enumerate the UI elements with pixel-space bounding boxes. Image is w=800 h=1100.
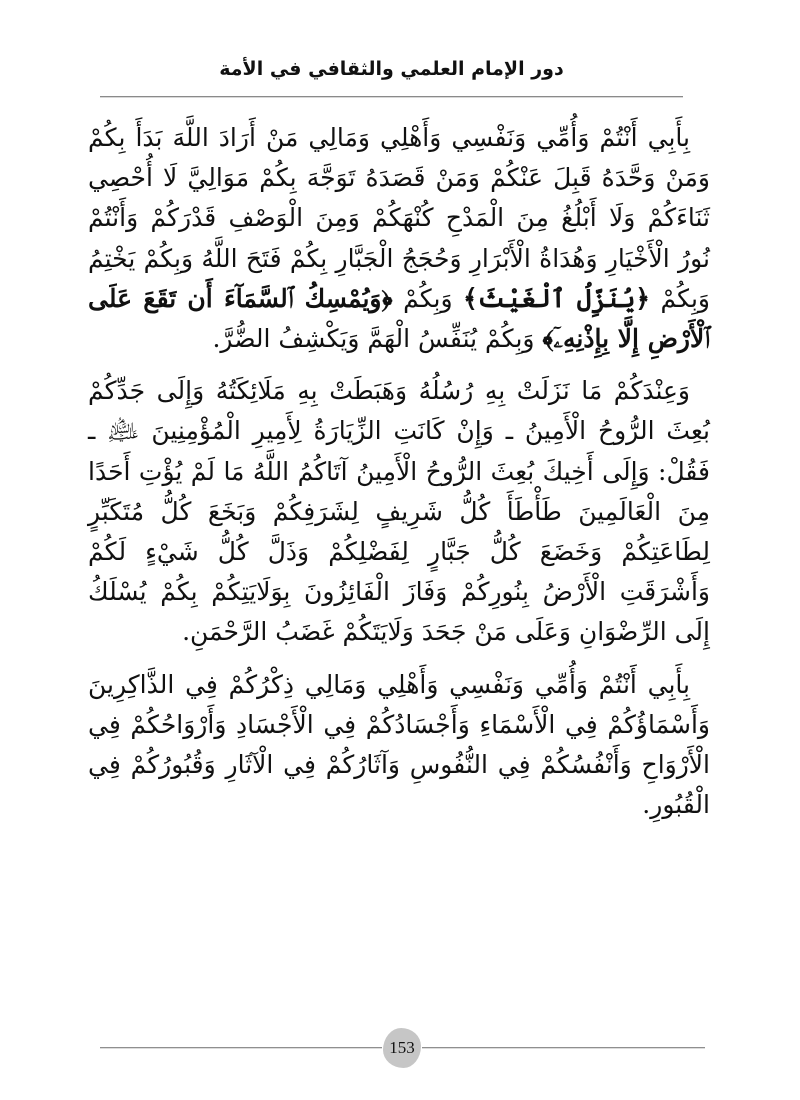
paragraph-3 (88, 665, 710, 826)
quran-quote: ﴿وَيُمْسِكُ ٱلسَّمَآءَ أَن تَقَعَ عَلَى ٱلْأَرْضِ إِلَّا بِإِذْنِهِۦٓ﴾ (88, 283, 710, 354)
text-segment: بِأَبِي أَنْتُمْ وَأُمِّي وَنَفْسِي وَأَهْلِي وَمَالِي مَنْ أَرَادَ اللَّهَ بَدَأَ بِكُمْ وَمَنْ وَحَّدَهُ قَبِلَ عَنْكُمْ وَمَنْ قَصَدَهُ تَوَجَّهَ بِكُمْ مَوَالِيَّ لَا أُحْصِي ثَنَاءَكُمْ وَلَا أَبْلُغُ مِنَ الْمَدْحِ كُنْهَكُمْ وَمِنَ الْوَصْفِ قَدْرَكُمْ وَأَنْتُمْ نُورُ الْأَخْيَارِ وَهُدَاةُ الْأَبْرَارِ وَحُجَجُ الْجَبَّارِ بِكُمْ فَتَحَ اللَّهُ وَبِكُمْ يَخْتِمُ وَبِكُمْ (88, 123, 710, 313)
page-number: 153 (389, 1038, 415, 1057)
page-number-badge (383, 1028, 421, 1068)
footer-divider-left (100, 1047, 382, 1049)
paragraph-1 (88, 118, 710, 359)
text-segment: وَبِكُمْ يُنَفِّسُ الْهَمَّ وَيَكْشِفُ الضُّرَّ. (212, 324, 543, 354)
text-segment: بِأَبِي أَنْتُمْ وَأُمِّي وَنَفْسِي وَأَهْلِي وَمَالِي ذِكْرُكُمْ فِي الذَّاكِرِينَ وَأَسْمَاؤُكُمْ فِي الْأَسْمَاءِ وَأَجْسَادُكُمْ فِي الْأَجْسَادِ وَأَرْوَاحُكُمْ فِي الْأَرْوَاحِ وَأَنْفُسُكُمْ فِي النُّفُوسِ وَآثَارُكُمْ فِي الْآثَارِ وَقُبُورُكُمْ فِي الْقُبُورِ. (88, 669, 710, 820)
body-text (88, 118, 710, 837)
paragraph-2 (88, 371, 710, 652)
quran-quote: ﴿يُنَزِّلُ ٱلْغَيْثَ﴾ (463, 283, 651, 313)
header-divider (100, 96, 683, 98)
running-header-title: دور الإمام العلمي والثقافي في الأمة (219, 58, 564, 80)
text-segment: وَعِنْدَكُمْ مَا نَزَلَتْ بِهِ رُسُلُهُ وَهَبَطَتْ بِهِ مَلَائِكَتُهُ وَإِلَى جَدِّكُمْ بُعِثَ الرُّوحُ الْأَمِينُ ـ وَإِنْ كَانَتِ الزِّيَارَةُ لِأَمِيرِ الْمُؤْمِنِينَ ﵇ ـ فَقُلْ: وَإِلَى أَخِيكَ بُعِثَ الرُّوحُ الْأَمِينُ آتَاكُمُ اللَّهُ مَا لَمْ يُؤْتِ أَحَدًا مِنَ الْعَالَمِينَ طَأْطَأَ كُلُّ شَرِيفٍ لِشَرَفِكُمْ وَبَخَعَ كُلُّ مُتَكَبِّرٍ لِطَاعَتِكُمْ وَخَضَعَ كُلُّ جَبَّارٍ لِفَضْلِكُمْ وَذَلَّ كُلُّ شَيْءٍ لَكُمْ وَأَشْرَقَتِ الْأَرْضُ بِنُورِكُمْ وَفَازَ الْفَائِزُونَ بِوَلَايَتِكُمْ بِكُمْ يُسْلَكُ إِلَى الرِّضْوَانِ وَعَلَى مَنْ جَحَدَ وَلَايَتَكُمْ غَضَبُ الرَّحْمَنِ. (88, 376, 710, 647)
text-segment: وَبِكُمْ (392, 283, 464, 313)
footer-divider-right (422, 1047, 705, 1049)
